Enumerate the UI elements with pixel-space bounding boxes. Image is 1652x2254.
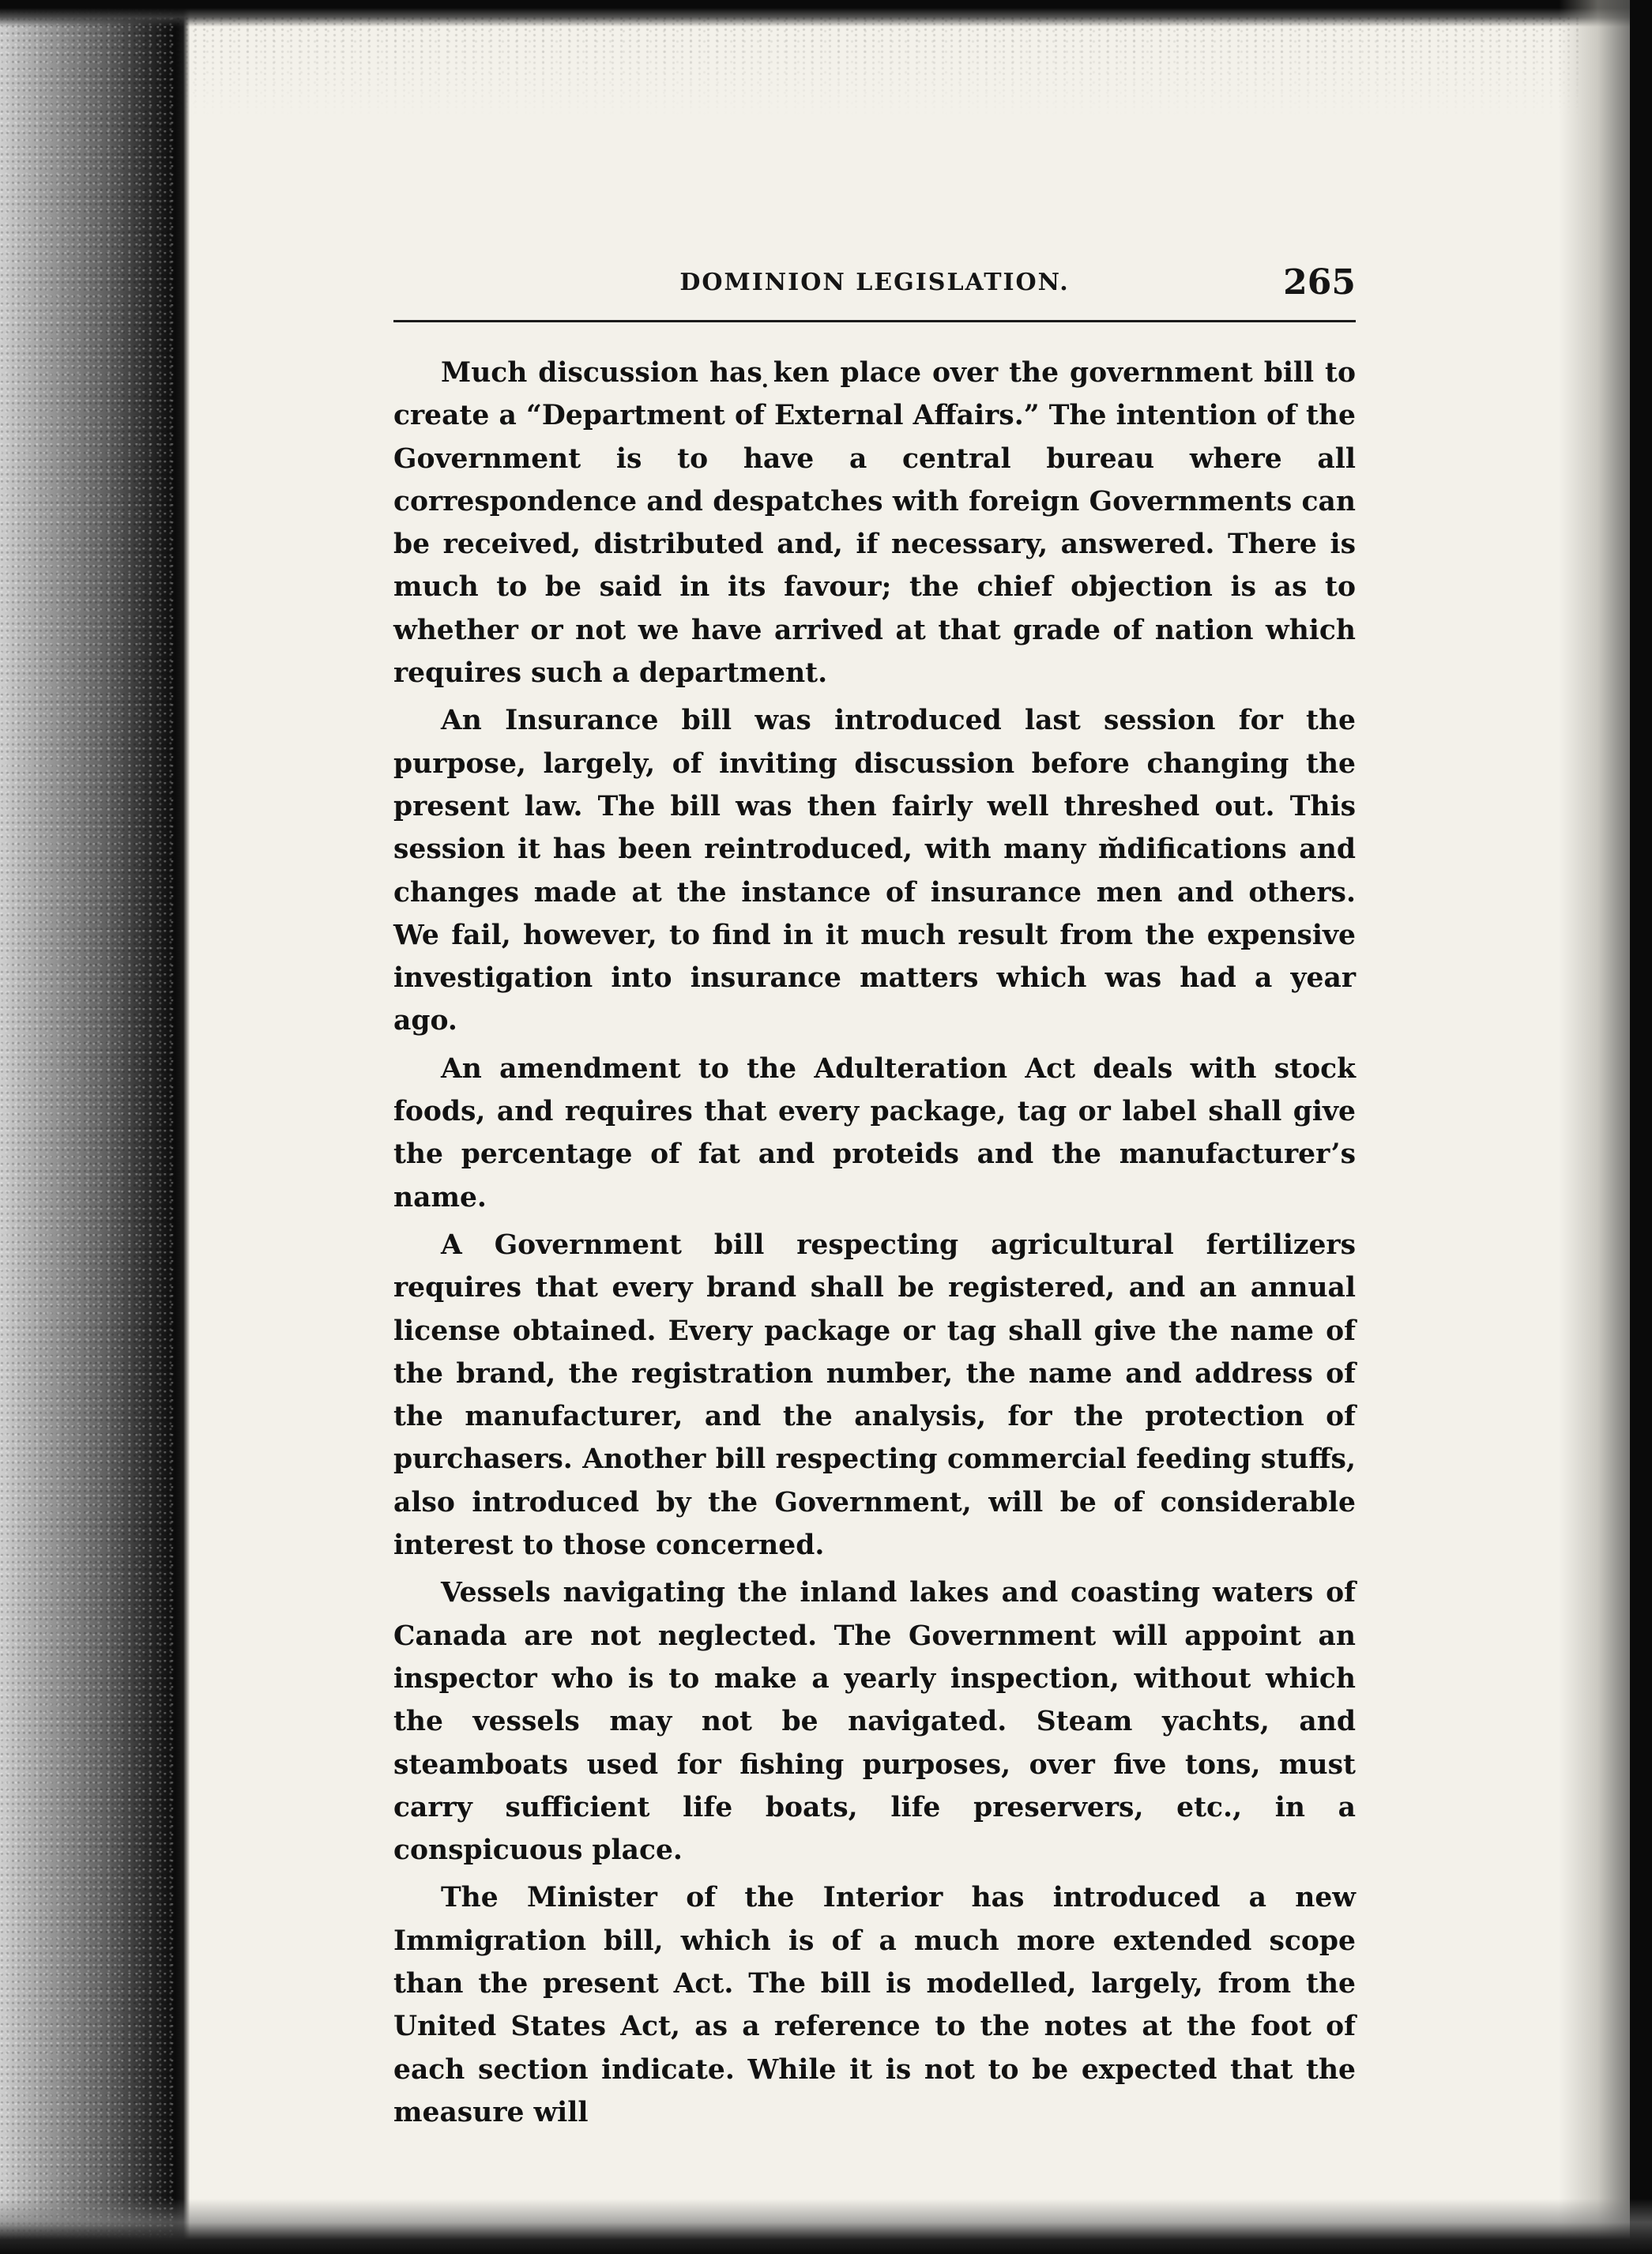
page-header [393, 261, 1356, 308]
header-rule [393, 320, 1356, 322]
paragraph-adulteration-act: An amendment to the Adulteration Act deals with stock foods, and requires that every package, tag or label shall give the percentage of fat and proteids and the manufacturer’s name. [393, 1052, 1356, 1214]
paragraph-fertilizers-bill: A Government bill respecting agricultural fertilizers requires that every brand shall be registered, and an annual license obtained. Every package or tag shall give the name of the brand, the registration number, the name and address of the manufacturer, and the analysis, for the protection of purchasers. Another bill respecting commercial feeding stuffs, also introduced by the Government, will be of considerable interest to those concerned. [393, 1229, 1356, 1562]
right-page-shadow [1559, 0, 1630, 2254]
running-head: DOMINION LEGISLATION. [679, 269, 1070, 296]
spine-noise [0, 0, 174, 2254]
paragraph-insurance-bill: An Insurance bill was introduced last session for the purpose, largely, of inviting discussion before changing the present law. The bill was then fairly well threshed out. This session it has been reintroduced, with many m̆difications and changes made at the instance of insurance men and others. We fail, however, to find in it much result from the expensive investigation into insurance matters which was had a year ago. [393, 705, 1356, 1037]
paragraph-vessels: Vessels navigating the inland lakes and coasting waters of Canada are not neglected. The Government will appoint an inspector who is to make a yearly inspection, without which the vessels may not be navigated. Steam yachts, and steamboats used for fishing purposes, over five tons, must carry sufficient life boats, life preservers, etc., in a conspicuous place. [393, 1577, 1356, 1867]
bottom-scan-edge [0, 2199, 1652, 2254]
body-text [393, 352, 1356, 2139]
page-number: 265 [1283, 262, 1356, 303]
top-scan-noise [174, 16, 1580, 119]
right-scan-edge [1630, 0, 1652, 2254]
paragraph-external-affairs: Much discussion has ̣ken place over the government bill to create a “Department of External Affairs.” The intention of the Government is to have a central bureau where all correspondence and despatches with foreign Governments can be received, distributed and, if necessary, answered. There is much to be said in its favour; the chief objection is as to whether or not we have arrived at that grade of nation which requires such a department. [393, 357, 1356, 690]
paragraph-immigration-bill: The Minister of the Interior has introduced a new Immigration bill, which is of a much more extended scope than the present Act. The bill is modelled, largely, from the United States Act, as a reference to the notes at the foot of each section indicate. While it is not to be expected that the measure will [393, 1882, 1356, 2128]
